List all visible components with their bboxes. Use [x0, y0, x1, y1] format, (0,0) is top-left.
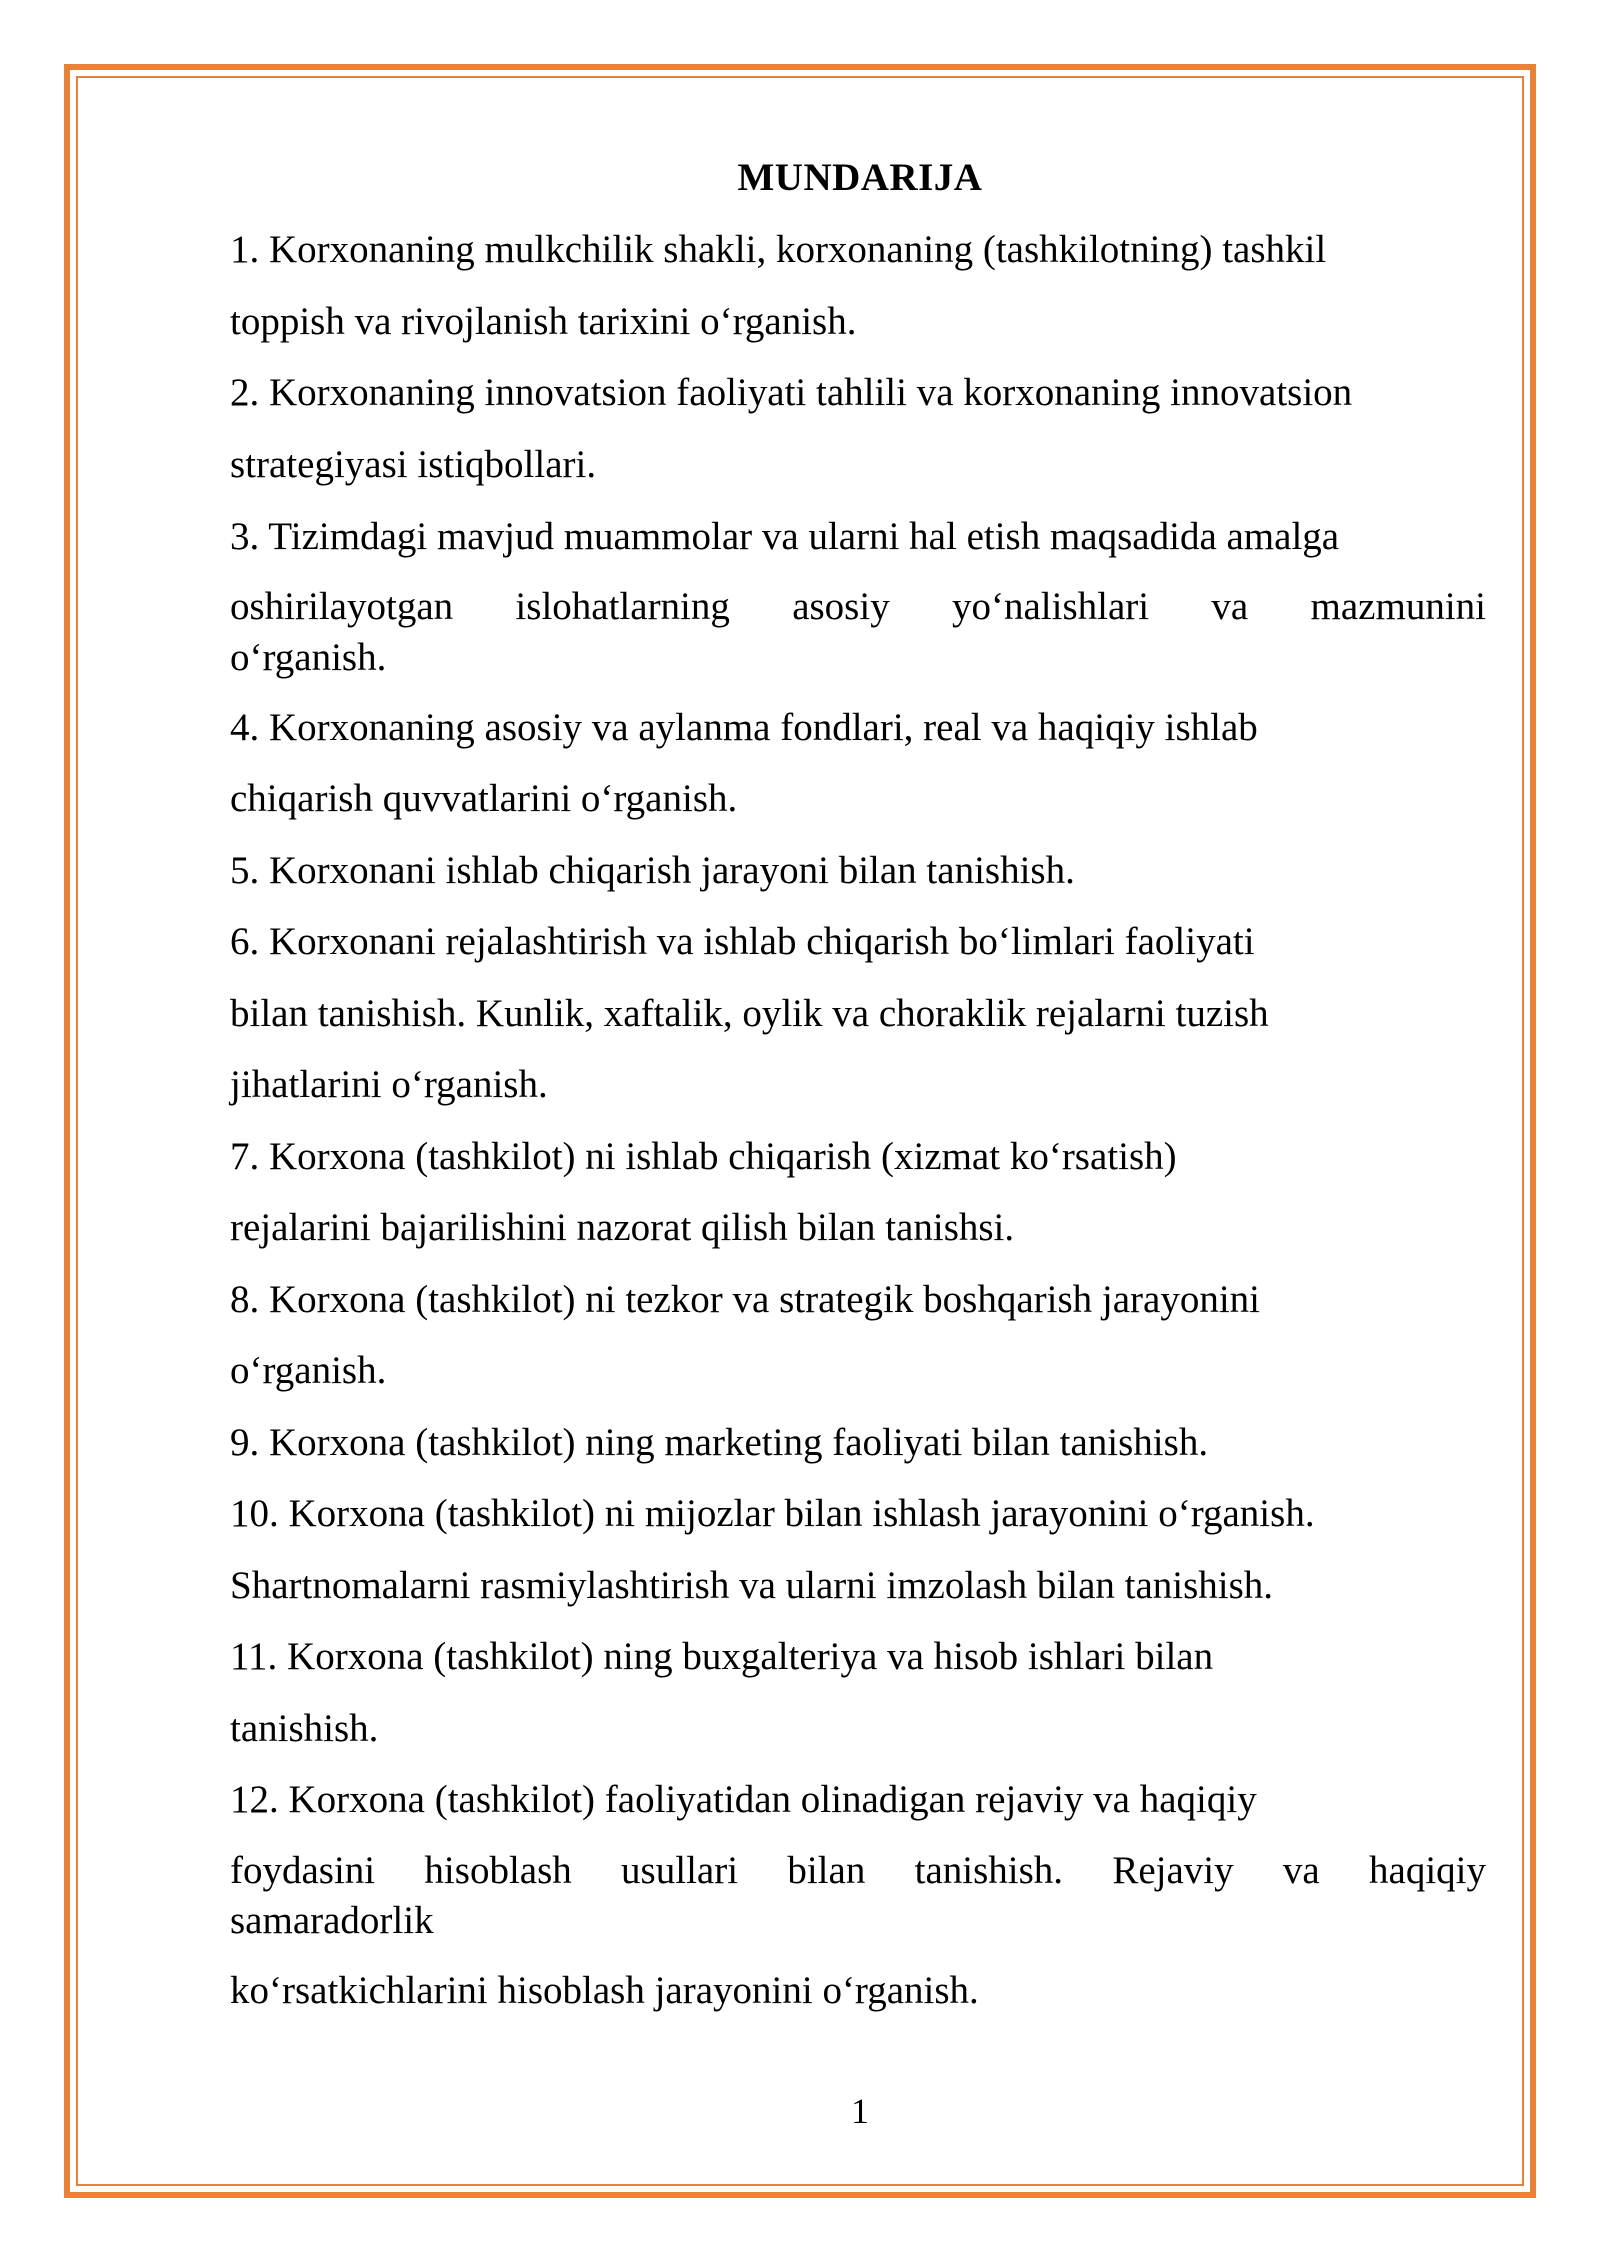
toc-item-6-line-2: bilan tanishish. Kunlik, xaftalik, oylik va choraklik rejalarni tuzish — [230, 992, 1269, 1035]
toc-item-12-line-3: samaradorlik — [230, 1899, 434, 1942]
toc-title: MUNDARIJA — [737, 156, 983, 199]
toc-item-11-line-1: 11. Korxona (tashkilot) ning buxgalteriya va hisob ishlari bilan — [230, 1635, 1214, 1678]
toc-item-1-line-2: toppish va rivojlanish tarixini o‘rganish. — [230, 300, 857, 343]
toc-item-4-line-1: 4. Korxonaning asosiy va aylanma fondlari, real va haqiqiy ishlab — [230, 706, 1258, 749]
toc-item-3-line-1: 3. Tizimdagi mavjud muammolar va ularni hal etish maqsadida amalga — [230, 515, 1340, 558]
toc-item-12-line-4: ko‘rsatkichlarini hisoblash jarayonini o‘rganish. — [230, 1969, 979, 2012]
toc-item-10-line-1: 10. Korxona (tashkilot) ni mijozlar bilan ishlash jarayonini o‘rganish. — [230, 1492, 1315, 1535]
toc-item-2-line-1: 2. Korxonaning innovatsion faoliyati tahlili va korxonaning innovatsion — [230, 371, 1353, 414]
toc-item-8-line-2: o‘rganish. — [230, 1349, 387, 1392]
page-number: 1 — [851, 2091, 869, 2131]
toc-item-4-line-2: chiqarish quvvatlarini o‘rganish. — [230, 777, 738, 820]
toc-item-1-line-1: 1. Korxonaning mulkchilik shakli, korxonaning (tashkilotning) tashkil — [230, 228, 1327, 271]
toc-item-2-line-2: strategiyasi istiqbollari. — [230, 443, 597, 486]
toc-item-6-line-3: jihatlarini o‘rganish. — [230, 1063, 548, 1106]
toc-item-8-line-1: 8. Korxona (tashkilot) ni tezkor va strategik boshqarish jarayonini — [230, 1278, 1260, 1321]
toc-item-12-line-1: 12. Korxona (tashkilot) faoliyatidan olinadigan rejaviy va haqiqiy — [230, 1778, 1257, 1821]
toc-item-5-line-1: 5. Korxonani ishlab chiqarish jarayoni bilan tanishish. — [230, 849, 1075, 892]
toc-item-11-line-2: tanishish. — [230, 1707, 379, 1750]
toc-item-9-line-1: 9. Korxona (tashkilot) ning marketing faoliyati bilan tanishish. — [230, 1421, 1209, 1464]
toc-item-3-line-2: oshirilayotgan islohatlarning asosiy yo‘nalishlari va mazmunini — [230, 585, 1486, 628]
toc-item-10-line-2: Shartnomalarni rasmiylashtirish va ularni imzolash bilan tanishish. — [230, 1564, 1274, 1607]
toc-item-12-line-2: foydasini hisoblash usullari bilan tanishish. Rejaviy va haqiqiy — [230, 1849, 1486, 1892]
toc-item-3-line-3: o‘rganish. — [230, 636, 387, 679]
toc-item-6-line-1: 6. Korxonani rejalashtirish va ishlab chiqarish bo‘limlari faoliyati — [230, 920, 1255, 963]
toc-item-7-line-2: rejalarini bajarilishini nazorat qilish bilan tanishsi. — [230, 1206, 1015, 1249]
toc-item-7-line-1: 7. Korxona (tashkilot) ni ishlab chiqarish (xizmat ko‘rsatish) — [230, 1135, 1177, 1178]
